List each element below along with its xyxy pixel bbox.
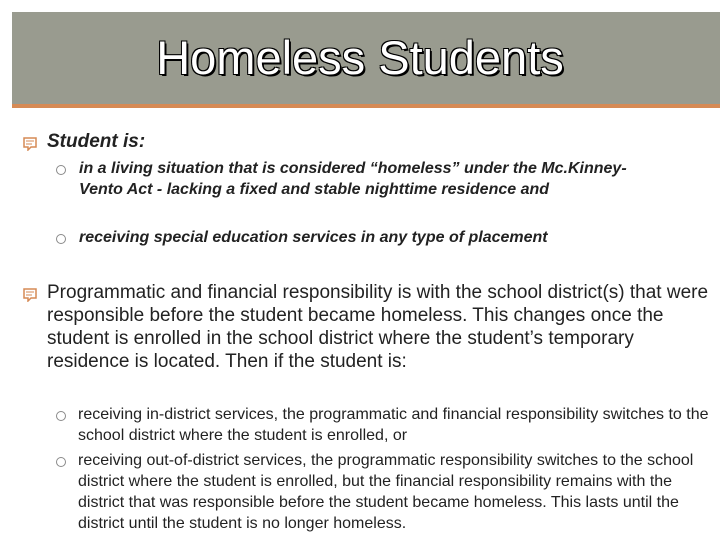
slide-title: Homeless Students bbox=[156, 31, 564, 84]
bullet-2-text: Programmatic and financial responsibility is with the school district(s) that were responsible before the student became homeless. This changes once the student is enrolled in the school district where the student’s temporary residence is located. Then if the student is: bbox=[47, 282, 709, 372]
sub-bullet-icon bbox=[56, 411, 66, 421]
sub-bullet-icon bbox=[56, 234, 66, 244]
bullet-2-sub-2: receiving out-of-district services, the programmatic responsibility switches to the school district where the student is enrolled, but the financial responsibility remains with the district that was responsible before the student became homeless. This lasts until the district until the student is no longer homeless. bbox=[78, 452, 694, 532]
sub-bullet-icon bbox=[56, 165, 66, 175]
bullet-icon bbox=[22, 135, 38, 151]
bullet-1-text: Student is: bbox=[47, 131, 146, 152]
bullet-2-sub-1: receiving in-district services, the programmatic and financial responsibility switches to the school district where the student is enrolled, or bbox=[78, 406, 709, 444]
bullet-1-sub-2: receiving special education services in any type of placement bbox=[79, 229, 548, 246]
bullet-1-sub-1: in a living situation that is considered “homeless” under the Mc.Kinney-Vento Act - lacking a fixed and stable nighttime residence and bbox=[79, 160, 627, 198]
sub-bullet-icon bbox=[56, 457, 66, 467]
bullet-icon bbox=[22, 286, 38, 302]
